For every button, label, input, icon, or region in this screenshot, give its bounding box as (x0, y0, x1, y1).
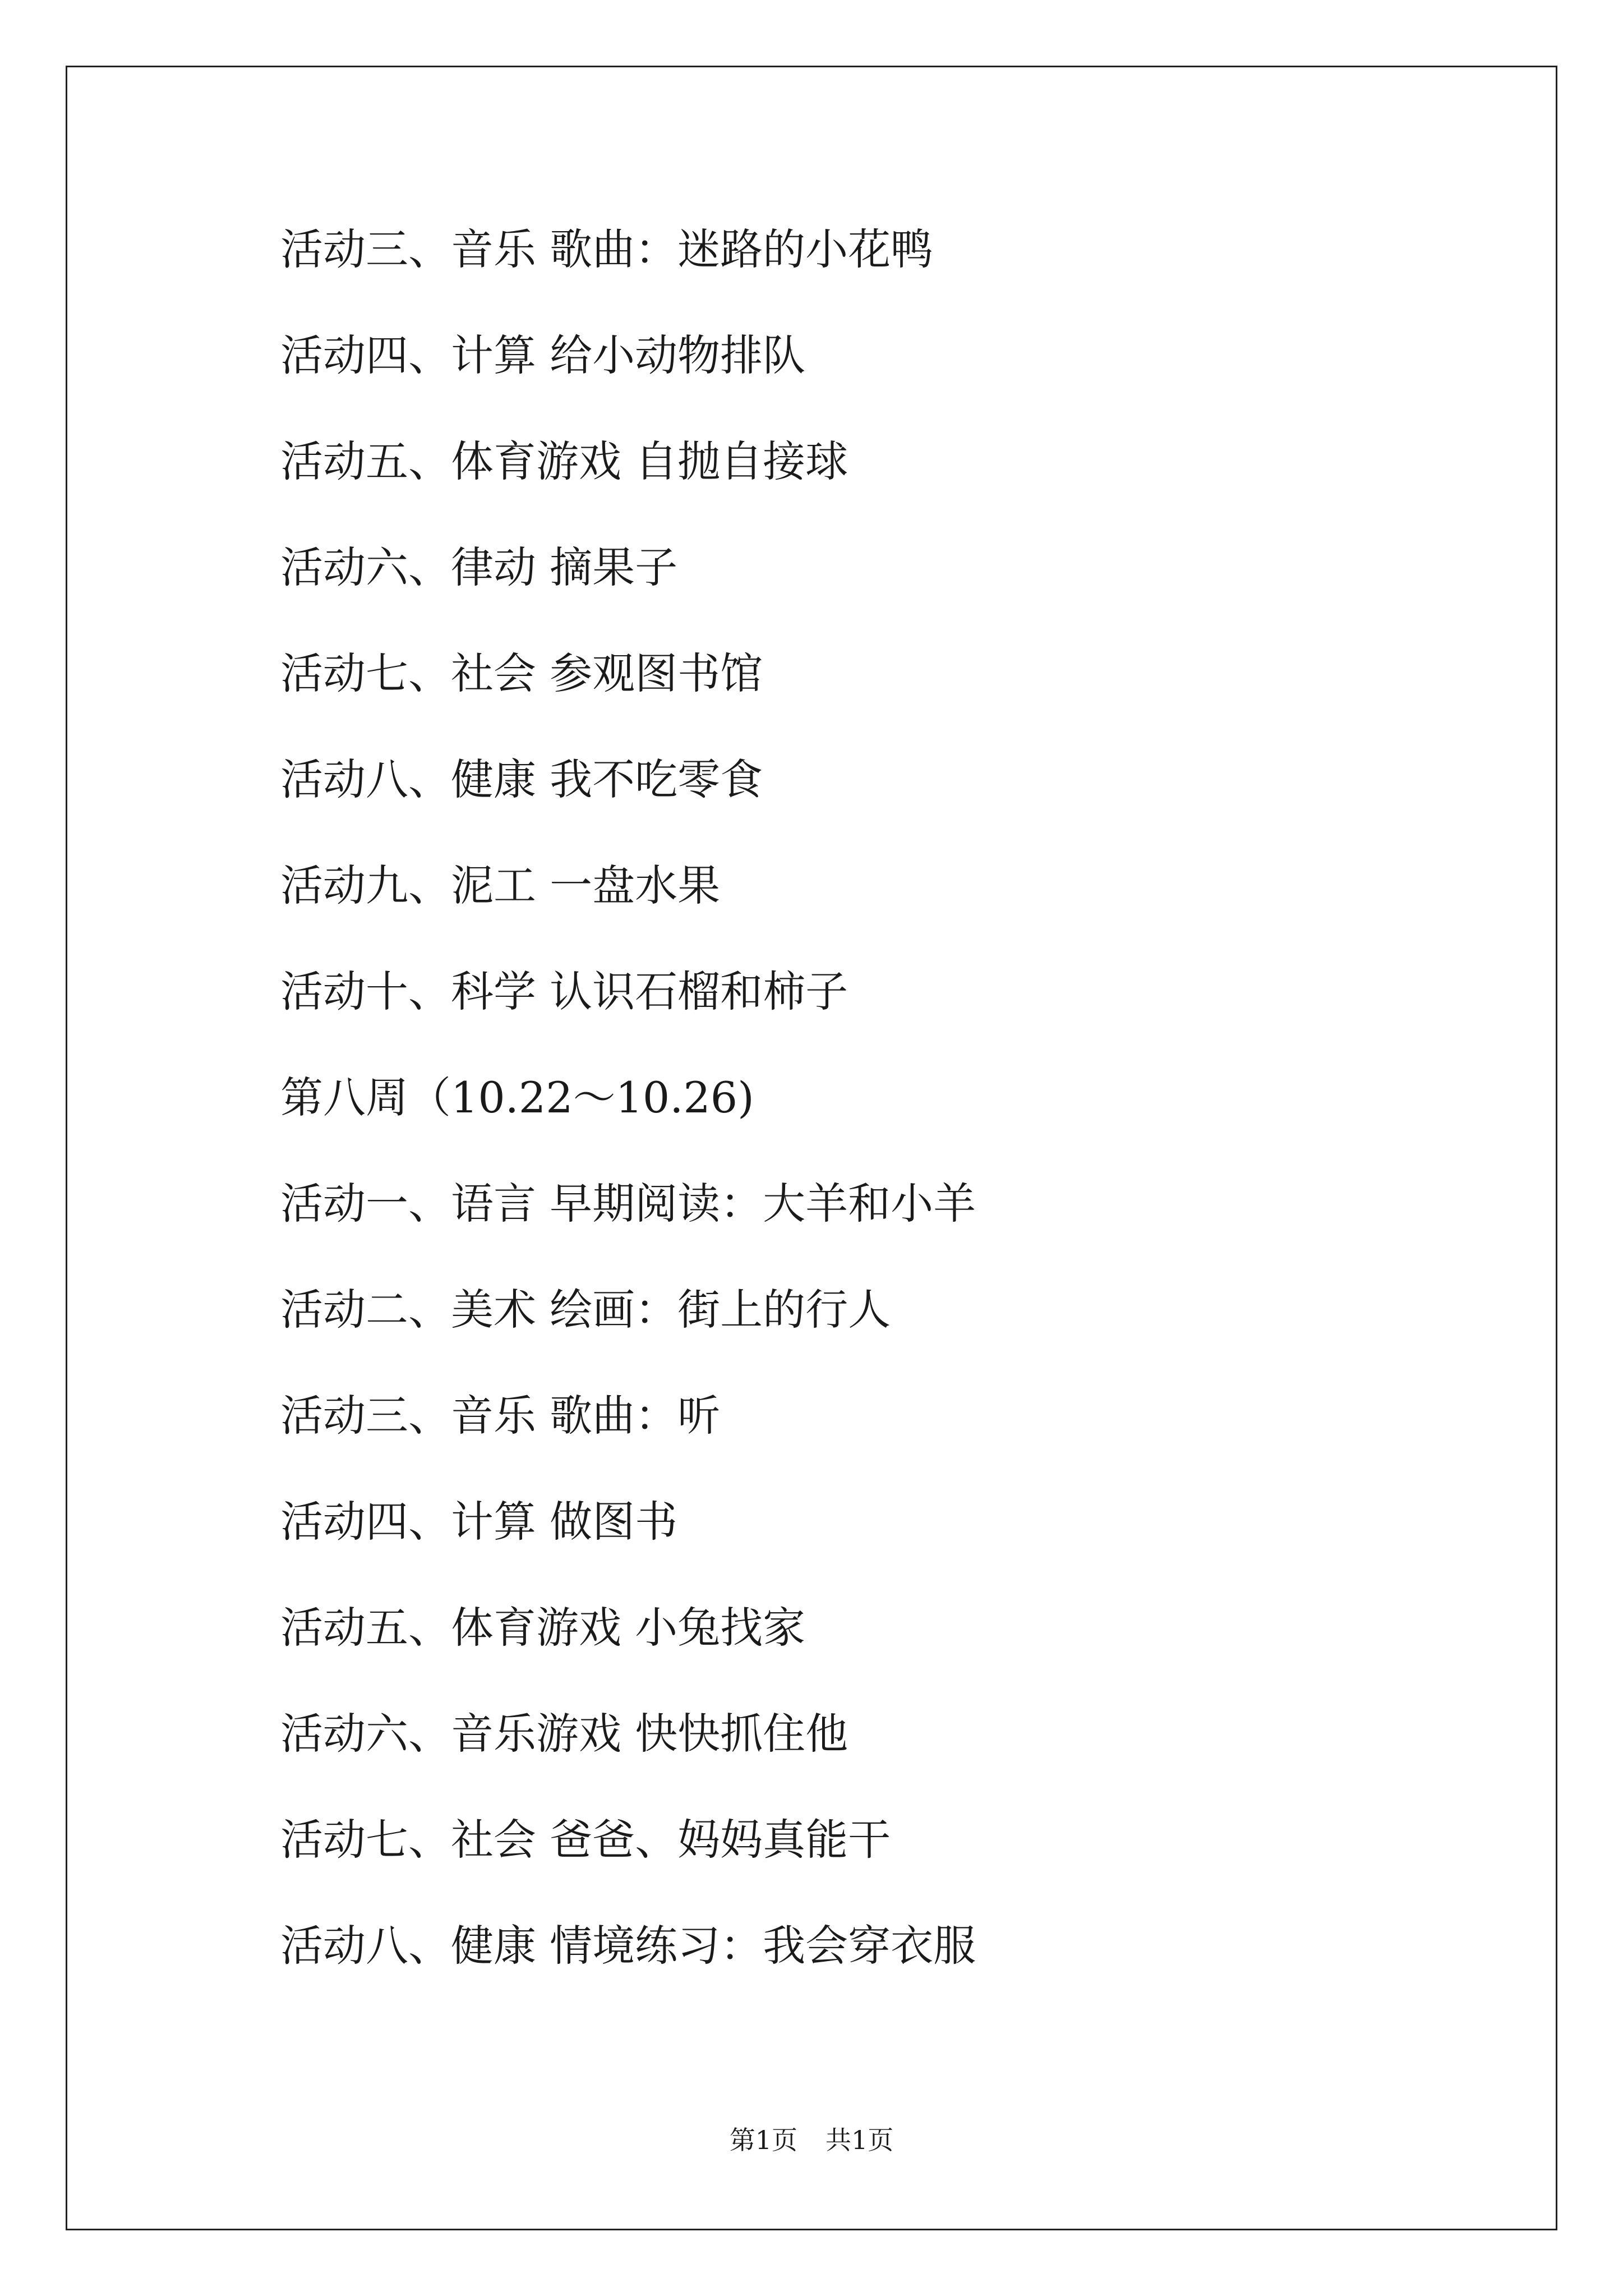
text-line: 活动七、社会 爸爸、妈妈真能干 (280, 1815, 891, 1865)
text-line: 活动六、音乐游戏 快快抓住他 (280, 1709, 849, 1759)
page-number-total: 共1页 (826, 2125, 894, 2155)
page-footer (0, 2123, 1623, 2157)
text-line: 活动七、社会 参观图书馆 (280, 648, 763, 698)
text-line: 活动四、计算 给小动物排队 (280, 330, 806, 380)
page-number-current: 第1页 (729, 2125, 797, 2155)
section-heading: 第八周（10.22～10.26) (280, 1073, 754, 1122)
text-line: 活动二、美术 绘画：街上的行人 (280, 1285, 891, 1335)
text-line: 活动四、计算 做图书 (280, 1497, 678, 1547)
text-line: 活动五、体育游戏 小兔找家 (280, 1603, 806, 1653)
text-line: 活动九、泥工 一盘水果 (280, 861, 721, 910)
text-line: 活动八、健康 情境练习：我会穿衣服 (280, 1921, 976, 1971)
text-line: 活动六、律动 摘果子 (280, 542, 678, 592)
text-line: 活动十、科学 认识石榴和柿子 (280, 967, 849, 1016)
text-line: 活动五、体育游戏 自抛自接球 (280, 436, 849, 486)
text-line: 活动三、音乐 歌曲：听 (280, 1391, 721, 1441)
text-line: 活动一、语言 早期阅读：大羊和小羊 (280, 1179, 976, 1228)
text-line: 活动三、音乐 歌曲：迷路的小花鸭 (280, 224, 934, 274)
text-line: 活动八、健康 我不吃零食 (280, 754, 763, 804)
page-border (66, 66, 1557, 2230)
